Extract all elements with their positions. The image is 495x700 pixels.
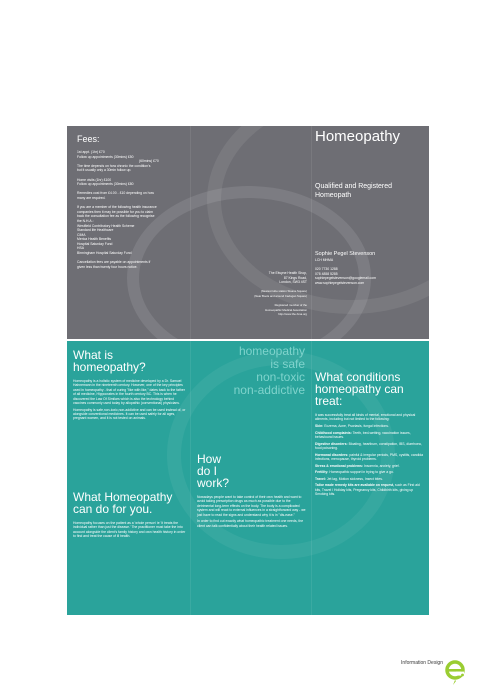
address-line: 87 Kings Road, bbox=[283, 275, 307, 280]
how-heading: How bbox=[197, 452, 222, 466]
fees-line: given less than twenty four hours notice. bbox=[77, 264, 138, 269]
treat-item-text: such as First aid kits, Travel / Holiday kits, Pregnancy kits, Childbirth kits, giving up Smoking kits. bbox=[315, 483, 420, 497]
treat-item-label: Digestive disorders: bbox=[315, 441, 348, 446]
how-paragraph: In order to find out exactly what homeopathic treatment one needs, the client can talk confidentially about their health related issues. bbox=[197, 519, 304, 528]
what-is-section bbox=[73, 349, 186, 423]
what-is-paragraph: Homeopathy is a holistic system of medicine developed by a Dr. Samuel Hahnemann in the nineteenth century. However, one of the key principles used in homeopathy - that of curing "like with like," dates back to the father of all medicine, Hippocrates in the fourth century BC. This is when he discovered the Law Of Similars which is also the technology behind vaccines commonly used today by allopathic (conventional) physicians. bbox=[73, 379, 185, 406]
callout-line: non-toxic bbox=[256, 370, 305, 384]
fold-line bbox=[311, 341, 312, 615]
how-heading: do I bbox=[197, 464, 218, 478]
treat-item-text: Teeth, bed-wetting, vaccination issues, behavioural issues. bbox=[315, 430, 411, 439]
callout-line: non-addictive bbox=[233, 383, 305, 397]
how-section bbox=[197, 453, 307, 530]
practitioner-block bbox=[315, 251, 425, 286]
fees-heading: Fees: bbox=[77, 134, 100, 144]
fees-line: companies then it may be possible for you to claim bbox=[77, 209, 153, 214]
treat-item-label: Fertility: bbox=[315, 470, 329, 475]
treat-item bbox=[315, 477, 423, 481]
what-is-paragraph: Homeopathy is safe,non-toxic,non-addictive and can be used instead of, or alongside conventional medicines. It can be used safely for all ages, pregnant women, and it is not tested on animals. bbox=[73, 407, 186, 421]
callout-line: homeopathy bbox=[238, 344, 305, 358]
fees-line: (60mins) £70 bbox=[139, 159, 159, 164]
address-line: The Elwyne Health Shop, bbox=[268, 271, 307, 275]
fees-line: Home visits (1hr) £100 bbox=[77, 177, 112, 182]
address-line: (Near Boots and around Cadogan Square) bbox=[254, 293, 307, 298]
treat-heading: What conditions homeopathy can treat: bbox=[315, 370, 404, 408]
fees-line: Standard life Healthcare bbox=[77, 228, 114, 233]
fold-line bbox=[190, 341, 191, 615]
address-block bbox=[237, 271, 307, 317]
address-line: http://www.the-hma.org bbox=[278, 312, 307, 317]
designer-credit: Information Design bbox=[401, 660, 443, 666]
what-is-heading: What is homeopathy? bbox=[73, 348, 146, 374]
practitioner-creds: LCH MHMA bbox=[315, 258, 334, 262]
fees-line: the N.H.A.: bbox=[77, 218, 94, 223]
can-do-heading: What Homeopathy can do for you. bbox=[73, 490, 173, 516]
treat-item-text: Bloating, heartburn, constipation, IBS, diarrhoea, food poisoning. bbox=[315, 441, 422, 450]
fees-line: many are required. bbox=[77, 195, 106, 200]
how-paragraph: Nowadays people want to take control of their own health and want to avoid taking prescription drugs as much as possible due to the detrimental long-term effects on the body. The body is a complicated system and will react to external influences in a straightforward way - we just have to read the signs and understand why it is in "dis-ease." bbox=[197, 495, 306, 517]
treat-item-label: Tailor made remedy kits are available on request, bbox=[315, 483, 395, 488]
can-do-paragraph: Homeopathy focuses on the patient as a 'whole person' ie 'it treats the individual rather than just the disease.' The practitioner must take the into account alongside the client's family history and own health history in order to find and treat the cause of ill health. bbox=[73, 521, 186, 539]
fees-line: If you are a member of the following health insurance bbox=[77, 205, 157, 210]
treat-item bbox=[315, 453, 423, 462]
fees-line: HSA bbox=[77, 246, 84, 251]
fees-line: 1st appt. (1hr) £70 bbox=[77, 150, 105, 154]
treat-item-label: Hormonal disorders: bbox=[315, 452, 349, 457]
address-line: (Nearest tube station Sloane Square) bbox=[260, 289, 307, 294]
treat-item bbox=[315, 483, 423, 496]
fees-line: Follow up appointments (30mins) £80 bbox=[77, 182, 134, 187]
how-heading: work? bbox=[197, 476, 230, 490]
fees-line: Cancellation fees are payable on appointments if bbox=[77, 260, 151, 265]
safe-callout bbox=[197, 345, 305, 397]
fold-line bbox=[190, 126, 191, 339]
fees-line: The time depends on how chronic the condition's bbox=[77, 163, 151, 168]
treat-item-text: Homeopathic support in trying to give a go. bbox=[329, 470, 394, 475]
phone-line: 020 7730 1288 bbox=[315, 267, 338, 272]
brand-title: Homeopathy bbox=[315, 128, 401, 145]
treat-item-text: painful & irregular periods, PMS, cystitis, candida infections, menopause, thyroid problems. bbox=[315, 452, 423, 461]
treat-item bbox=[315, 424, 423, 428]
phone-line: 078 4858 5285 bbox=[315, 271, 338, 276]
treat-item-label: Travel: bbox=[315, 476, 326, 481]
treat-item-label: Skin: bbox=[315, 424, 324, 428]
brochure-outside-panel bbox=[67, 126, 429, 339]
treat-item-label: Childhood complaints: bbox=[315, 430, 352, 435]
fees-line: Follow up appointments (30mins) £50 bbox=[77, 154, 134, 159]
fees-line: CIMA bbox=[77, 232, 86, 237]
practitioner-name: Sophie Pegel Stevenson bbox=[315, 251, 376, 257]
treat-item-text: Jet lag, Motion sickness, Insect bites. bbox=[326, 476, 383, 481]
brand-subtitle: Qualified and Registered Homeopath bbox=[315, 183, 393, 199]
address-line: London, SW3 4ST bbox=[279, 280, 307, 285]
fees-line: Remedies cost from £4.00 - £10 depending on how bbox=[77, 191, 154, 196]
brochure-inside-panel bbox=[67, 341, 429, 615]
fees-line: but it usually only a 30min follow up. bbox=[77, 168, 132, 173]
treat-item bbox=[315, 464, 423, 468]
treat-item bbox=[315, 470, 423, 474]
fees-line: back the consultation fee as the following recognise bbox=[77, 214, 155, 219]
address-line: Homeopathic Medical Association bbox=[265, 307, 307, 312]
can-do-section bbox=[73, 491, 186, 541]
treat-item-text: Eczema, Acne, Psoriasis, fungal infections. bbox=[324, 424, 389, 428]
fees-line: Westfield Contributory Health Scheme bbox=[77, 223, 135, 228]
treat-intro: It was successfully treat all kinds of mental, emotional and physical ailments, including but not limited to the following: bbox=[315, 413, 416, 422]
treat-item bbox=[315, 431, 423, 440]
website-link: www.sophiepegelstevenson.com bbox=[315, 280, 365, 285]
fees-line: Hospital Saturday Fund bbox=[77, 241, 113, 246]
designer-logo-icon bbox=[445, 660, 465, 686]
treat-item bbox=[315, 442, 423, 451]
fees-line: Birmingham Hospital Saturday Fund bbox=[77, 251, 132, 256]
treat-section bbox=[315, 371, 423, 499]
treat-item-label: Stress & emotional problems: bbox=[315, 463, 364, 468]
fees-line: Merica Health Benefits bbox=[77, 237, 112, 242]
treat-item-text: Insomnia, anxiety, grief. bbox=[364, 463, 400, 468]
email-link: sophiepegelstevenson@googlemail.com bbox=[315, 276, 376, 281]
fees-list bbox=[77, 150, 189, 269]
address-line: Registered member of the bbox=[274, 303, 307, 308]
callout-line: is safe bbox=[270, 357, 305, 371]
fold-line bbox=[311, 126, 312, 339]
